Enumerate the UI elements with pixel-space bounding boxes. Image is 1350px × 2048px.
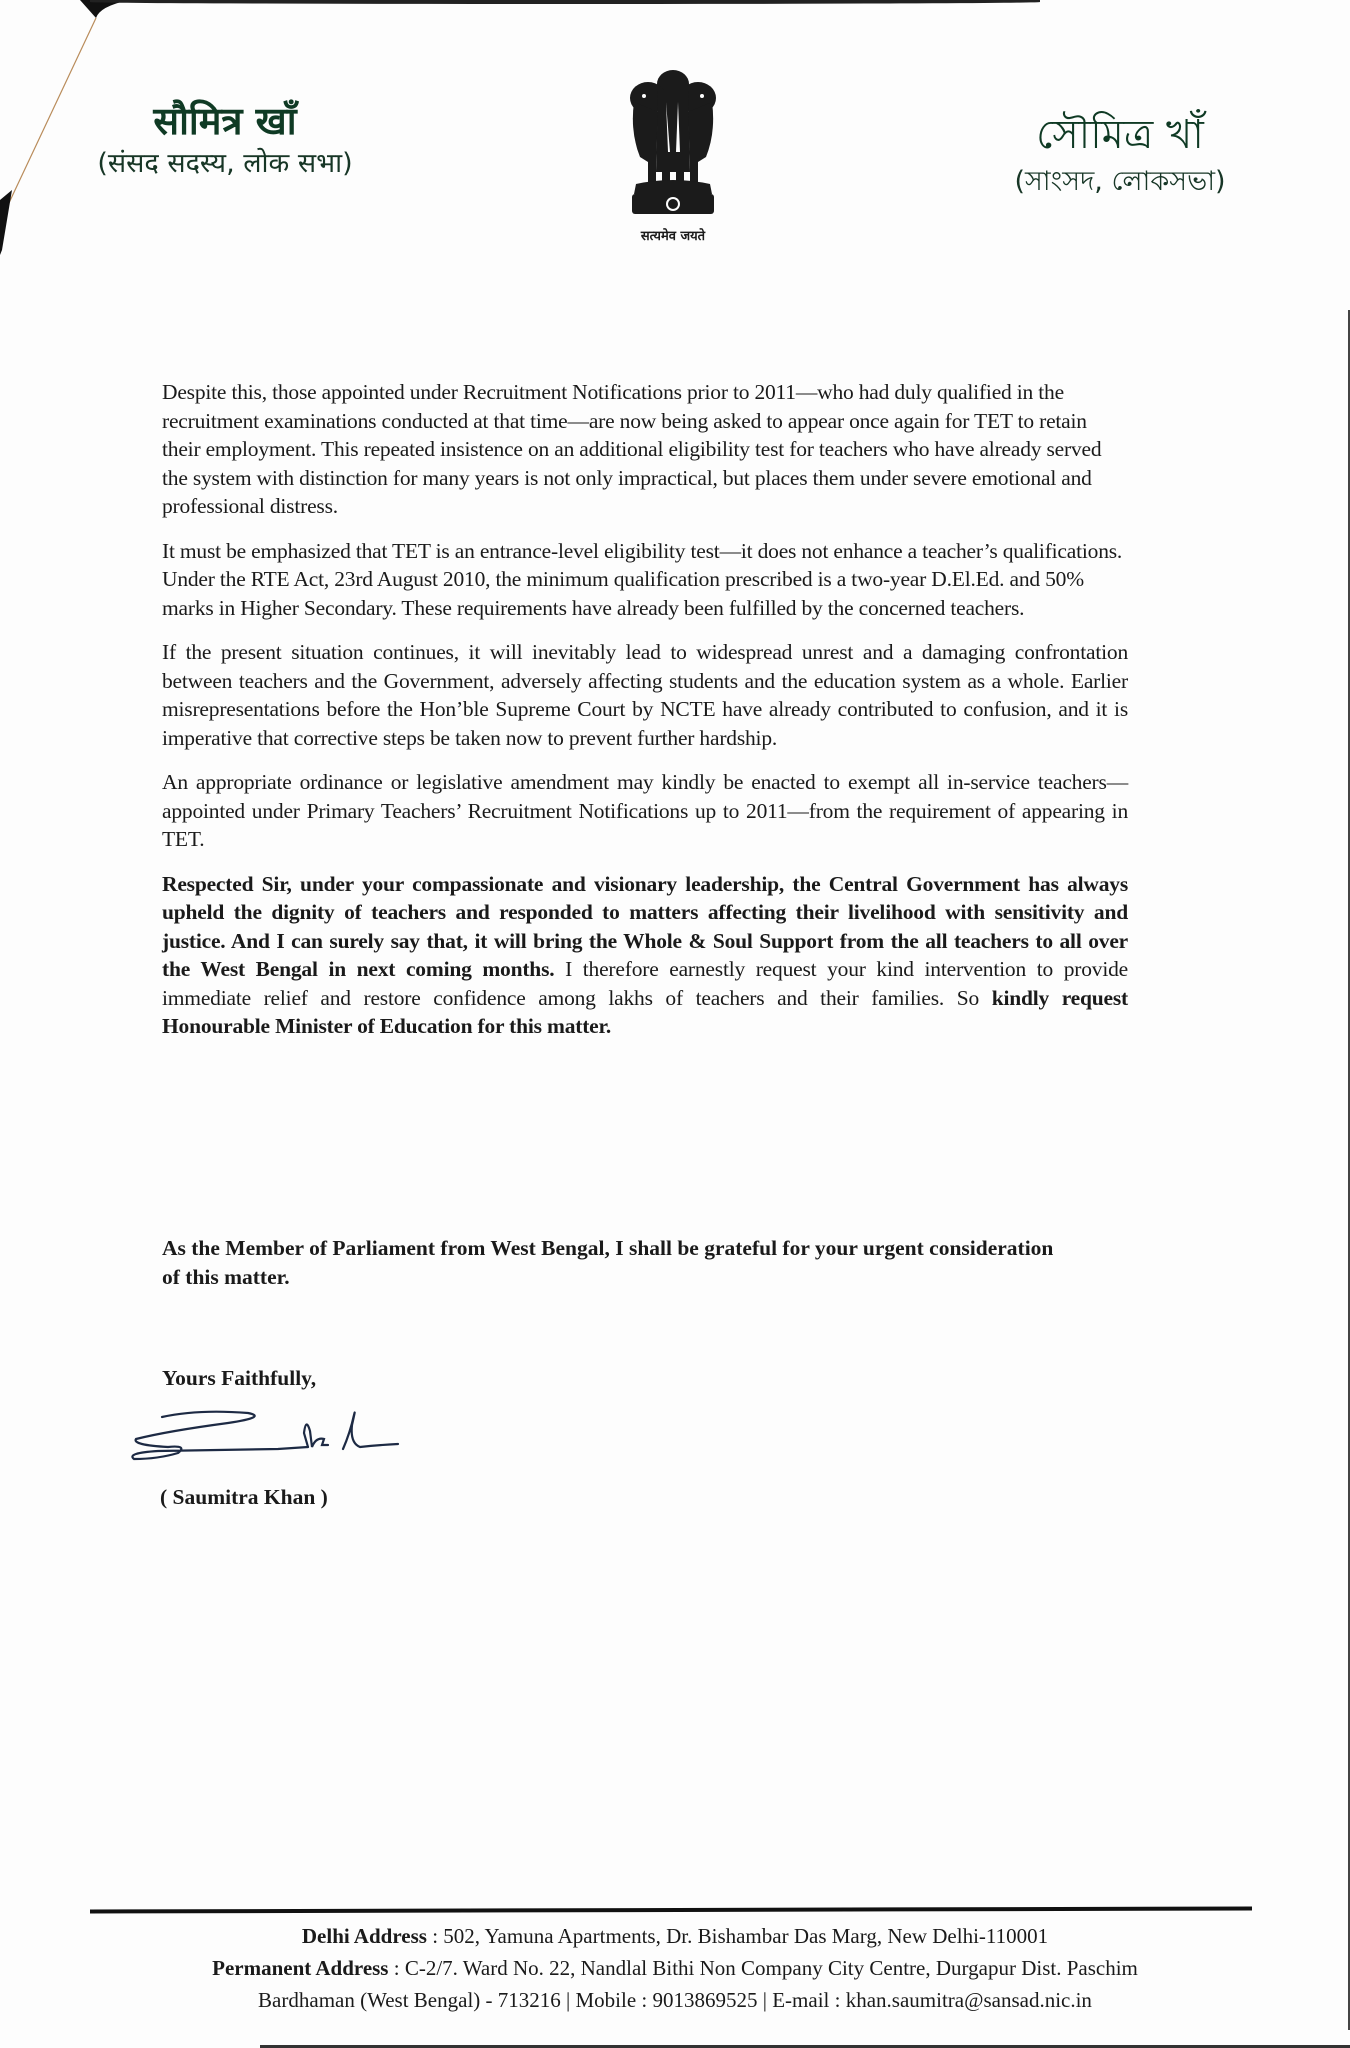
- request-bold-lead: Respected Sir, under your compassionate and visionary leadership, the Central Government has always upheld the dignity of teachers and responded to matters affecting their livelihood with sensitivity and justice. And I can surely say that, it will bring the Whole & Soul Support from the all teachers to all over the West Bengal in next coming months.: [162, 871, 1128, 981]
- delhi-address-value: : 502, Yamuna Apartments, Dr. Bishambar Das Marg, New Delhi-110001: [426, 1924, 1049, 1948]
- paragraph: An appropriate ordinance or legislative amendment may kindly be enacted to exempt all in-service teachers—appointed under Primary Teachers’ Recruitment Notifications up to 2011—from the requirement of appearing in TET.: [162, 770, 1128, 851]
- state-emblem-icon: [618, 62, 728, 252]
- request-bold-tail: kindly request Honourable Minister of Education for this matter.: [162, 985, 1128, 1038]
- paragraph: Despite this, those appointed under Recruitment Notifications prior to 2011—who had duly qualified in the recruitment examinations conducted at that time—are now being asked to appear once again for TET to retain their employment. This repeated insistence on an additional eligibility test for teachers who have already served the system with distinction for many years is not only impractical, but places them under severe emotional and professional distress.: [162, 380, 1102, 518]
- footer-address: [60, 1920, 1290, 2016]
- mp-name-hindi: सौमित्र खाँ: [153, 99, 297, 143]
- mobile-label: Mobile: [575, 1988, 637, 2012]
- paragraph: It must be emphasized that TET is an entrance-level eligibility test—it does not enhance a teacher’s qualifications. Under the RTE Act, 23rd August 2010, the minimum qualification prescribed is a two-year D.El.Ed. and 50% marks in Higher Secondary. These requirements have already been fulfilled by the concerned teachers.: [162, 538, 1123, 620]
- permanent-address-value-2: Bardhaman (West Bengal) - 713216: [258, 1988, 561, 2012]
- scan-edge-top: [90, 0, 1040, 4]
- letterhead-hindi: [60, 100, 390, 181]
- colon: :: [829, 1988, 846, 2012]
- permanent-address-line: [60, 1952, 1290, 1984]
- emblem-motto: सत्यमेव जयते: [640, 229, 706, 244]
- closing-statement: As the Member of Parliament from West Bengal, I shall be grateful for your urgent consideration of this matter.: [162, 1236, 1054, 1289]
- delhi-address-line: [60, 1920, 1290, 1952]
- separator: |: [757, 1988, 773, 2012]
- colon: :: [636, 1988, 653, 2012]
- salutation: Yours Faithfully,: [162, 1366, 317, 1390]
- mp-role-hindi: (संसद सदस्य, लोक सभा): [97, 147, 353, 179]
- paragraph-request: [162, 870, 1128, 1041]
- delhi-address-label: Delhi Address: [301, 1924, 427, 1948]
- permanent-address-value: : C-2/7. Ward No. 22, Nandlal Bithi Non Company City Centre, Durgapur Dist. Paschim: [388, 1956, 1138, 1980]
- email-value[interactable]: khan.saumitra@sansad.nic.in: [845, 1988, 1092, 2012]
- permanent-address-label: Permanent Address: [212, 1956, 389, 1980]
- letterhead-bengali: [960, 112, 1280, 199]
- footer-divider: [90, 1906, 1252, 1913]
- separator: |: [560, 1988, 576, 2012]
- email-label: E-mail: [772, 1988, 830, 2012]
- contact-line: [60, 1984, 1290, 2016]
- letter-body: [162, 378, 1128, 1057]
- request-middle: I therefore earnestly request your kind intervention to provide immediate relief and restore confidence among lakhs of teachers and their families. So: [162, 957, 1128, 1010]
- signature-icon: [128, 1395, 458, 1475]
- signatory-name: ( Saumitra Khan ): [160, 1485, 328, 1509]
- mp-role-bengali: (সাংসদ, লোকসভা): [1014, 166, 1226, 197]
- mobile-value: 9013869525: [652, 1988, 758, 2012]
- paragraph: If the present situation continues, it will inevitably lead to widespread unrest and a damaging confrontation between teachers and the Government, adversely affecting students and the education system as a whole. Earlier misrepresentations before the Hon’ble Supreme Court by NCTE have already contributed to confusion, and it is imperative that corrective steps be taken now to prevent further hardship.: [162, 640, 1128, 750]
- mp-name-bengali: সৌমিত্র খাঁ: [1036, 112, 1204, 158]
